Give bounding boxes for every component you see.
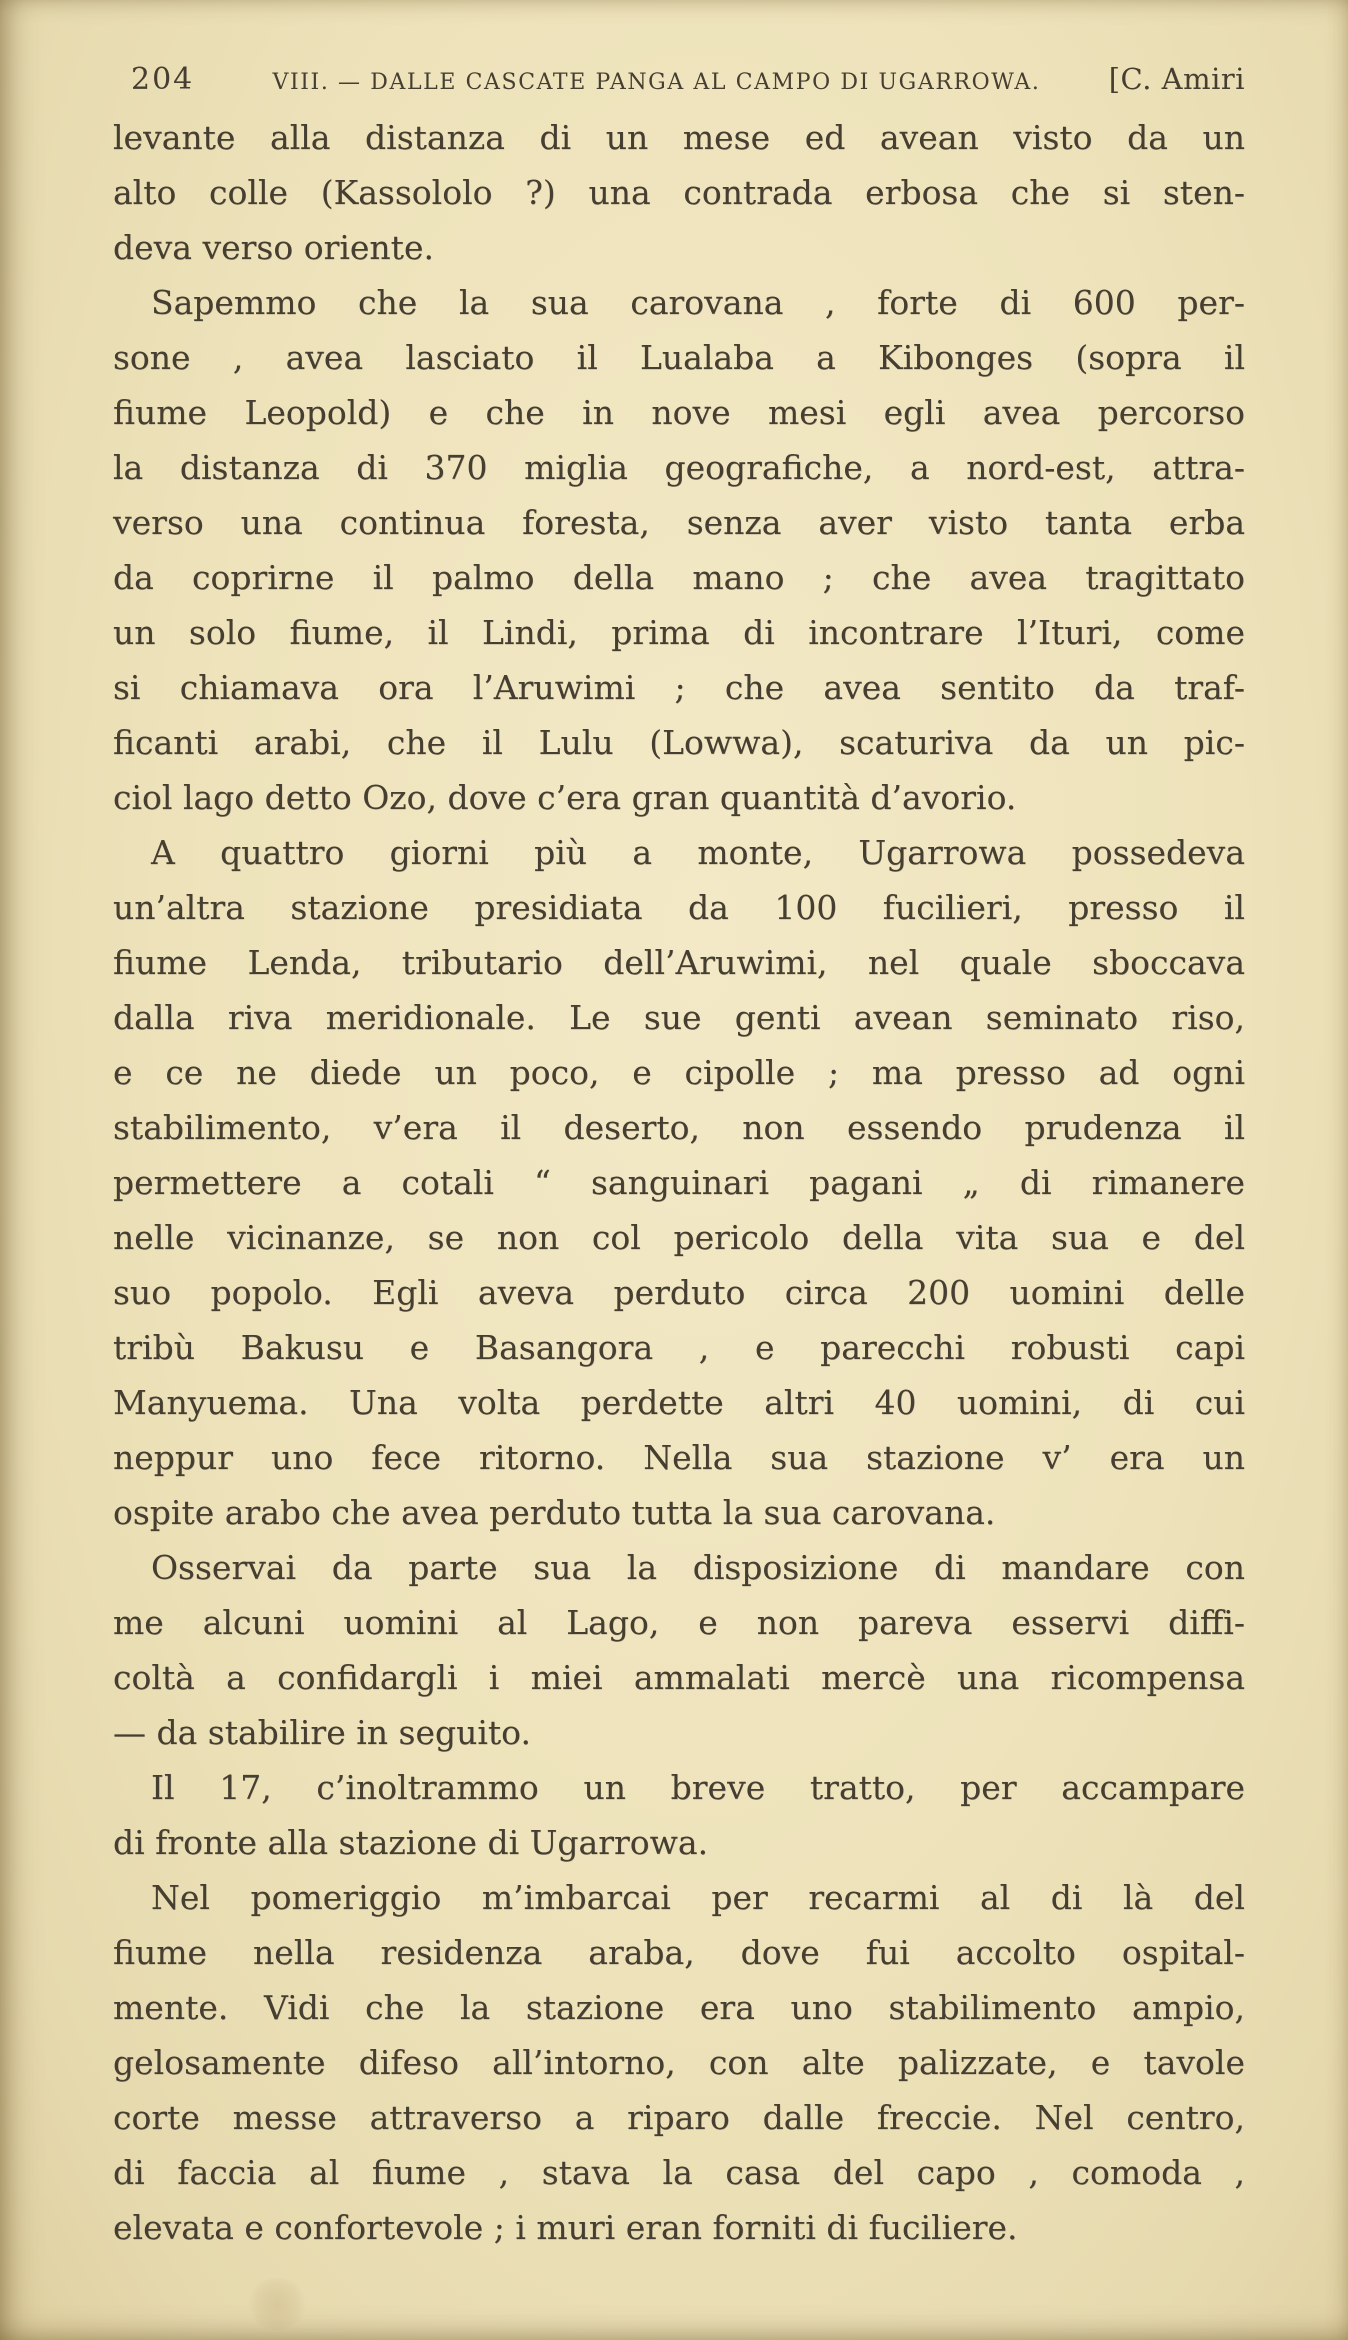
paragraph <box>113 825 1245 1540</box>
text-line: fiume Lenda, tributario dell’Aruwimi, nel quale sboccava <box>113 943 1245 982</box>
paragraph <box>113 1540 1245 1760</box>
text-line: fiume nella residenza araba, dove fui accolto ospital- <box>113 1933 1245 1972</box>
page-header <box>113 62 1245 97</box>
text-line: stabilimento, v’era il deserto, non essendo prudenza il <box>113 1108 1245 1147</box>
text-line: Manyuema. Una volta perdette altri 40 uomini, di cui <box>113 1383 1245 1422</box>
text-line: A quattro giorni più a monte, Ugarrowa possedeva <box>151 833 1245 872</box>
text-line: sone , avea lasciato il Lualaba a Kibonges (sopra il <box>113 338 1245 377</box>
text-line: Il 17, c’inoltrammo un breve tratto, per accampare <box>151 1768 1245 1807</box>
text-line: tribù Bakusu e Basangora , e parecchi robusti capi <box>113 1328 1245 1367</box>
running-title: VIII. — DALLE CASCATE PANGA AL CAMPO DI UGARROWA. <box>272 70 1041 95</box>
text-line: gelosamente difeso all’intorno, con alte palizzate, e tavole <box>113 2043 1245 2082</box>
text-line: me alcuni uomini al Lago, e non pareva esservi diffi- <box>113 1603 1245 1642</box>
text-line: fiume Leopold) e che in nove mesi egli avea percorso <box>113 393 1245 432</box>
text-line: ficanti arabi, che il Lulu (Lowwa), scaturiva da un pic- <box>113 723 1245 762</box>
body-text <box>113 110 1245 2255</box>
text-line: e ce ne diede un poco, e cipolle ; ma presso ad ogni <box>113 1053 1245 1092</box>
text-line: si chiamava ora l’Aruwimi ; che avea sentito da traf- <box>113 668 1245 707</box>
paragraph <box>113 1870 1245 2255</box>
text-line: di faccia al fiume , stava la casa del capo , comoda , <box>113 2153 1245 2192</box>
text-line: Osservai da parte sua la disposizione di mandare con <box>151 1548 1245 1587</box>
text-line: un solo fiume, il Lindi, prima di incontrare l’Ituri, come <box>113 613 1245 652</box>
text-line: la distanza di 370 miglia geografiche, a nord-est, attra- <box>113 448 1245 487</box>
paragraph <box>113 1760 1245 1870</box>
text-line: verso una continua foresta, senza aver visto tanta erba <box>113 503 1245 542</box>
text-line: levante alla distanza di un mese ed avean visto da un <box>113 118 1245 157</box>
text-line: da coprirne il palmo della mano ; che avea tragittato <box>113 558 1245 597</box>
text-line: ciol lago detto Ozo, dove c’era gran quantità d’avorio. <box>113 778 1017 817</box>
text-line: elevata e confortevole ; i muri eran forniti di fuciliere. <box>113 2208 1018 2247</box>
text-line: di fronte alla stazione di Ugarrowa. <box>113 1823 709 1862</box>
text-line: dalla riva meridionale. Le sue genti avean seminato riso, <box>113 998 1245 1037</box>
text-line: deva verso oriente. <box>113 228 434 267</box>
author-signature-mark: [C. Amiri <box>1108 62 1245 96</box>
text-line: un’altra stazione presidiata da 100 fucilieri, presso il <box>113 888 1245 927</box>
text-line: alto colle (Kassololo ?) una contrada erbosa che si sten- <box>113 173 1245 212</box>
text-line: suo popolo. Egli aveva perduto circa 200 uomini delle <box>113 1273 1245 1312</box>
text-line: Sapemmo che la sua carovana , forte di 600 per- <box>151 283 1245 322</box>
text-line: nelle vicinanze, se non col pericolo della vita sua e del <box>113 1218 1245 1257</box>
text-line: coltà a confidargli i miei ammalati mercè una ricompensa <box>113 1658 1245 1697</box>
text-line: Nel pomeriggio m’imbarcai per recarmi al di là del <box>151 1878 1245 1917</box>
paragraph <box>113 110 1245 275</box>
page-number: 204 <box>131 62 195 97</box>
paper-stain <box>248 2278 306 2330</box>
text-line: neppur uno fece ritorno. Nella sua stazione v’ era un <box>113 1438 1245 1477</box>
text-line: mente. Vidi che la stazione era uno stabilimento ampio, <box>113 1988 1245 2027</box>
text-line: permettere a cotali “ sanguinari pagani „ di rimanere <box>113 1163 1245 1202</box>
text-line: ospite arabo che avea perduto tutta la sua carovana. <box>113 1493 996 1532</box>
paragraph <box>113 275 1245 825</box>
text-line: — da stabilire in seguito. <box>113 1713 531 1752</box>
text-line: corte messe attraverso a riparo dalle freccie. Nel centro, <box>113 2098 1245 2137</box>
